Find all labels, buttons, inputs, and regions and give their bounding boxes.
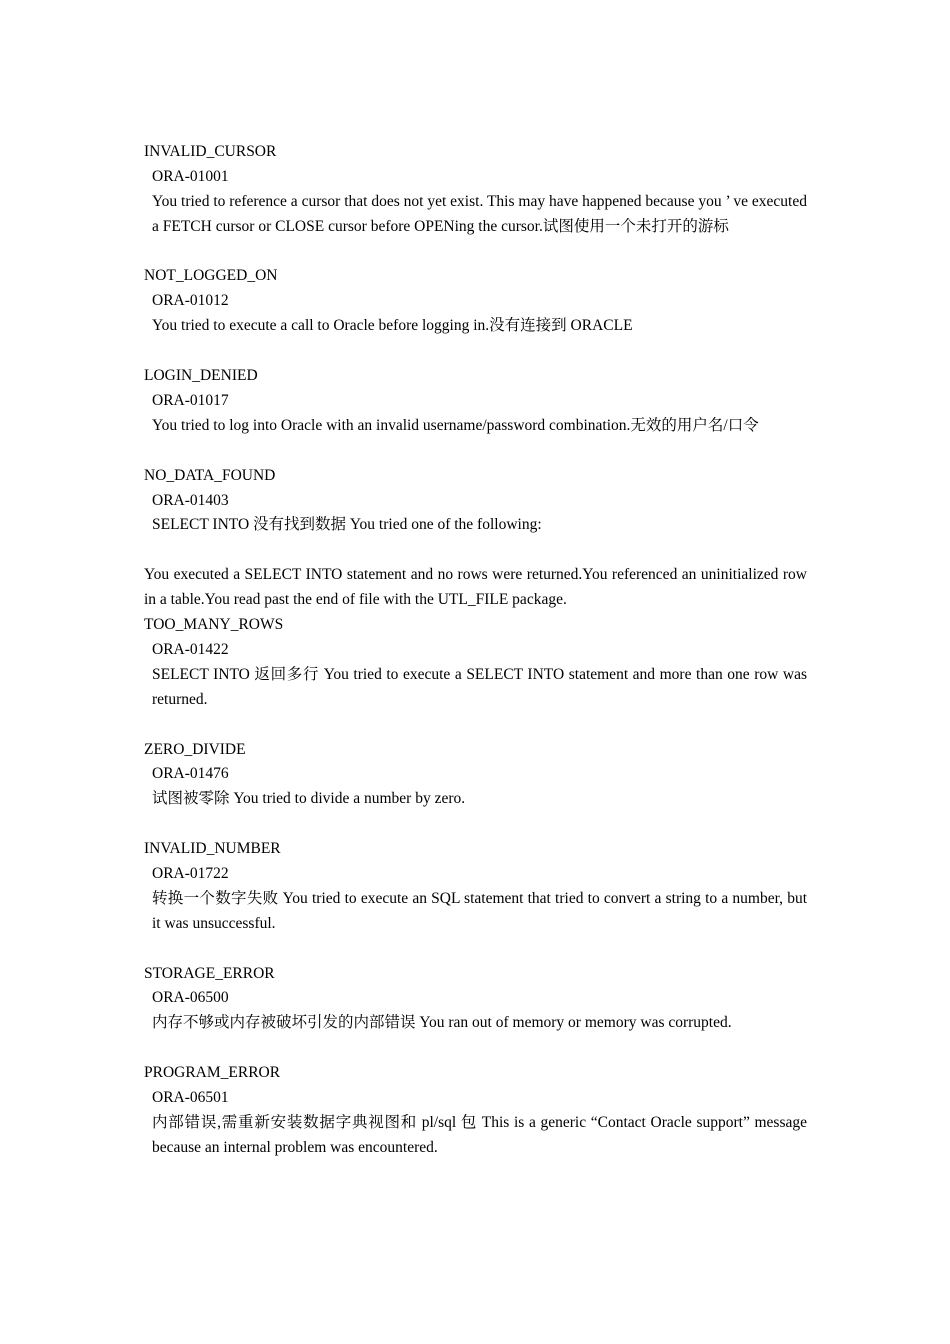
error-description: You tried to reference a cursor that does not yet exist. This may have happened because you ’ ve executed a FETCH cursor or CLOSE cursor before OPENing the cursor.试图使用一个未打开的游标 [152,192,807,235]
spacer [144,1036,807,1061]
error-code: ORA-01722 [152,864,229,882]
error-description: 转换一个数字失败 You tried to execute an SQL statement that tried to convert a string to a number, but it was unsuccessful. [152,889,807,932]
spacer [144,240,807,265]
spacer [144,339,807,364]
spacer [144,538,807,563]
error-code: ORA-01012 [152,292,229,310]
exception-name: TOO_MANY_ROWS [144,616,284,634]
exception-name: STORAGE_ERROR [144,964,275,982]
error-description-extra: You executed a SELECT INTO statement and no rows were returned.You referenced an uninitialized row in a table.You read past the end of file with the UTL_FILE package. [144,566,807,609]
error-description: 内部错误,需重新安装数据字典视图和 pl/sql 包 This is a generic “Contact Oracle support” message because an internal problem was encountered. [152,1113,807,1156]
error-code: ORA-01001 [152,167,229,185]
spacer [144,439,807,464]
exception-name: NOT_LOGGED_ON [144,267,278,285]
error-description: SELECT INTO 返回多行 You tried to execute a SELECT INTO statement and more than one row was returned. [152,665,807,708]
exception-name: INVALID_CURSOR [144,143,277,160]
error-description: You tried to log into Oracle with an invalid username/password combination.无效的用户名/口令 [152,416,759,434]
error-code: ORA-01403 [152,491,229,509]
exception-name: NO_DATA_FOUND [144,466,276,484]
document-page [144,140,807,1161]
exception-name: PROGRAM_ERROR [144,1064,281,1082]
spacer [144,713,807,738]
error-description: You tried to execute a call to Oracle before logging in.没有连接到 ORACLE [152,317,633,335]
error-code: ORA-01476 [152,765,229,783]
exception-name: LOGIN_DENIED [144,367,258,385]
error-description: SELECT INTO 没有找到数据 You tried one of the following: [152,516,542,534]
spacer [144,812,807,837]
exception-name: ZERO_DIVIDE [144,740,246,758]
exception-name: INVALID_NUMBER [144,840,281,858]
error-code: ORA-01422 [152,640,229,658]
error-code: ORA-01017 [152,391,229,409]
error-code: ORA-06501 [152,1089,229,1107]
spacer [144,937,807,962]
error-code: ORA-06500 [152,989,229,1007]
error-description: 试图被零除 You tried to divide a number by zero. [152,790,466,808]
error-description: 内存不够或内存被破坏引发的内部错误 You ran out of memory or memory was corrupted. [152,1014,732,1032]
